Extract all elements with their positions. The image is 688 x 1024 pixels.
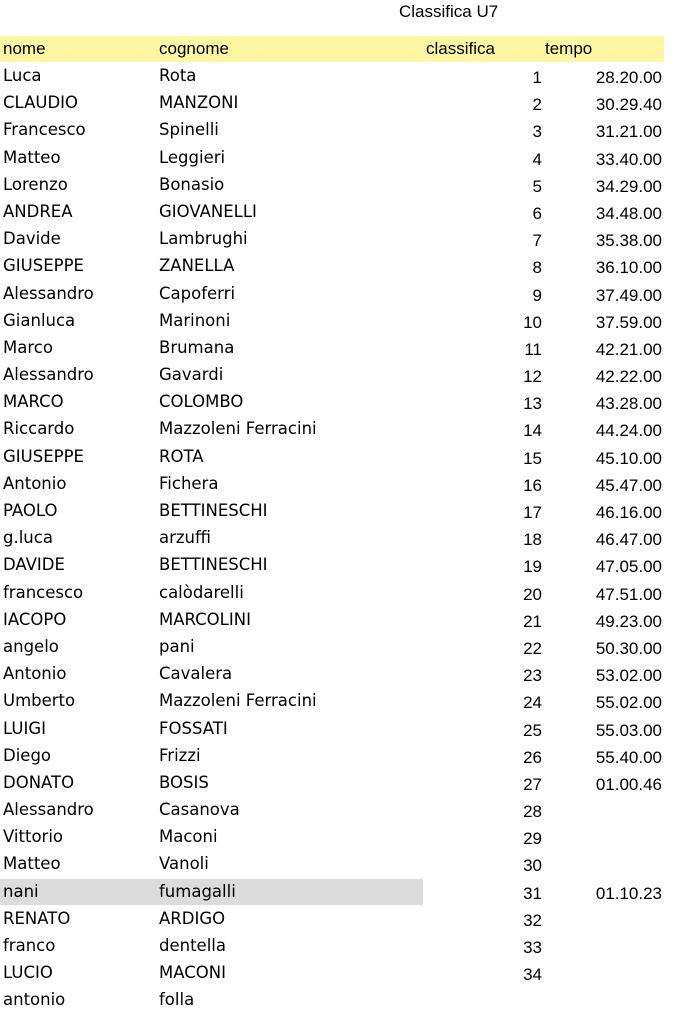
cell-tempo: 43.28.00 [595,394,662,414]
column-header-cognome: cognome [159,39,229,58]
cell-nome: Luca [3,66,42,85]
cell-classifica: 33 [523,938,542,957]
table-row [0,715,688,742]
cell-cognome: Brumana [159,337,235,357]
cell-classifica: 30 [523,856,542,876]
column-header-tempo: tempo [545,39,593,58]
cell-tempo: 46.16.00 [595,503,662,522]
cell-classifica: 15 [523,448,542,468]
cell-tempo: 47.05.00 [595,557,662,577]
table-row [0,905,688,932]
cell-tempo: 44.24.00 [595,421,662,441]
cell-classifica: 32 [523,910,542,930]
cell-classifica: 3 [532,122,542,142]
cell-tempo: 30.29.40 [595,95,662,115]
cell-tempo: 53.02.00 [595,666,662,686]
cell-classifica: 2 [532,95,542,115]
cell-tempo: 37.59.00 [595,312,662,332]
cell-nome: LUIGI [3,718,46,738]
table-row [0,687,688,714]
cell-tempo: 55.40.00 [595,747,662,767]
cell-tempo: 50.30.00 [595,638,662,658]
cell-tempo: 37.49.00 [595,285,662,305]
cell-cognome: Maconi [159,827,218,847]
cell-nome: Gianluca [3,310,76,330]
cell-cognome: ZANELLA [159,256,235,276]
cell-nome: Riccardo [3,419,75,439]
table-row [0,769,688,796]
cell-cognome: calòdarelli [159,582,244,602]
table-row [0,579,688,606]
cell-cognome: Cavalera [159,664,233,684]
cell-cognome: BETTINESCHI [159,501,268,520]
cell-nome: francesco [3,582,84,602]
cell-nome: GIUSEPPE [3,446,84,466]
table-row [0,524,688,551]
cell-classifica: 13 [523,394,542,414]
cell-nome: Antonio [3,664,67,684]
cell-tempo: 31.21.00 [595,122,662,142]
cell-classifica: 17 [523,503,542,522]
cell-cognome: Mazzoleni Ferracini [159,691,317,711]
table-row [0,252,688,279]
cell-nome: Francesco [3,120,86,140]
cell-cognome: Lambrughi [159,229,248,249]
cell-nome: GIUSEPPE [3,256,84,276]
cell-cognome: FOSSATI [159,718,228,738]
cell-tempo: 49.23.00 [595,611,662,631]
cell-cognome: GIOVANELLI [159,201,257,221]
cell-nome: DONATO [3,772,75,792]
cell-cognome: folla [159,990,195,1010]
cell-classifica: 8 [532,258,542,278]
cell-nome: angelo [3,636,59,656]
cell-nome: DAVIDE [3,555,65,575]
cell-tempo: 36.10.00 [595,258,662,278]
cell-classifica: 20 [523,584,542,604]
table-row [0,796,688,823]
cell-tempo: 34.29.00 [595,176,662,196]
cell-nome: PAOLO [3,501,58,520]
cell-cognome: Bonasio [159,174,225,194]
cell-cognome: dentella [159,936,226,955]
cell-tempo: 45.47.00 [595,475,662,495]
cell-classifica: 10 [523,312,542,332]
table-row [0,388,688,415]
column-header-classifica: classifica [426,39,495,58]
cell-nome: RENATO [3,908,71,928]
table-row [0,850,688,877]
table-row [0,986,688,1013]
cell-cognome: BETTINESCHI [159,555,268,575]
cell-nome: MARCO [3,392,64,412]
cell-cognome: Vanoli [159,854,209,874]
table-row [0,89,688,116]
table-row [0,361,688,388]
page-title: Classifica U7 [399,2,499,21]
table-row [0,171,688,198]
cell-tempo: 47.51.00 [595,584,662,604]
table-row [0,606,688,633]
table-row [0,225,688,252]
cell-tempo: 46.47.00 [595,530,662,550]
cell-nome: Alessandro [3,800,94,820]
cell-tempo: 34.48.00 [595,203,662,223]
cell-cognome: Rota [159,66,197,85]
cell-nome: Marco [3,337,53,357]
cell-classifica: 19 [523,557,542,577]
table-row [0,144,688,171]
cell-cognome: Gavardi [159,365,224,385]
cell-cognome: Leggieri [159,147,226,167]
table-header [0,36,664,62]
cell-cognome: pani [159,636,195,656]
cell-classifica: 29 [523,829,542,849]
cell-cognome: Spinelli [159,120,219,140]
cell-classifica: 18 [523,530,542,550]
cell-nome: LUCIO [3,963,53,983]
table-row [0,959,688,986]
cell-nome: ANDREA [3,201,73,221]
results-table [0,62,688,1014]
cell-cognome: fumagalli [159,881,236,901]
cell-nome: Diego [3,745,52,765]
cell-tempo: 33.40.00 [595,149,662,169]
cell-tempo: 35.38.00 [595,231,662,251]
table-row [0,742,688,769]
table-row [0,198,688,225]
table-row [0,62,688,89]
table-row [0,415,688,442]
cell-tempo: 42.22.00 [595,367,662,387]
table-row [0,334,688,361]
table-row [0,551,688,578]
cell-classifica: 14 [523,421,542,441]
cell-cognome: Casanova [159,800,240,820]
cell-classifica: 24 [523,693,542,713]
table-row [0,497,688,524]
cell-nome: g.luca [3,528,53,548]
table-row [0,443,688,470]
cell-classifica: 22 [523,638,542,658]
cell-cognome: ARDIGO [159,908,226,928]
cell-nome: Lorenzo [3,174,68,194]
cell-classifica: 5 [532,176,542,196]
cell-classifica: 1 [532,68,542,87]
cell-tempo: 55.03.00 [595,720,662,740]
cell-classifica: 28 [523,802,542,822]
table-row [0,633,688,660]
cell-nome: Umberto [3,691,76,711]
table-row [0,470,688,497]
cell-classifica: 34 [523,965,542,985]
cell-nome: IACOPO [3,609,67,629]
cell-tempo: 01.00.46 [595,774,662,794]
cell-cognome: Frizzi [159,745,201,765]
cell-classifica: 25 [523,720,542,740]
table-row [0,280,688,307]
table-row [0,932,688,959]
cell-nome: Vittorio [3,827,64,847]
cell-classifica: 4 [532,149,542,169]
cell-classifica: 23 [523,666,542,686]
table-row [0,116,688,143]
cell-cognome: ROTA [159,446,204,466]
cell-classifica: 12 [523,367,542,387]
cell-nome: CLAUDIO [3,93,79,113]
cell-classifica: 7 [532,231,542,251]
table-row [0,878,688,905]
cell-cognome: MANZONI [159,93,239,113]
cell-nome: Matteo [3,854,61,874]
cell-nome: Alessandro [3,283,94,303]
cell-nome: Alessandro [3,365,94,385]
cell-nome: Matteo [3,147,61,167]
cell-cognome: Capoferri [159,283,236,303]
cell-tempo: 28.20.00 [595,68,662,87]
table-row [0,307,688,334]
cell-cognome: Fichera [159,473,219,493]
cell-nome: antonio [3,990,66,1010]
cell-nome: Antonio [3,473,67,493]
column-header-nome: nome [3,39,46,58]
cell-cognome: BOSIS [159,772,209,792]
cell-classifica: 26 [523,747,542,767]
cell-tempo: 55.02.00 [595,693,662,713]
cell-classifica: 31 [523,883,542,903]
cell-tempo: 01.10.23 [595,883,662,903]
cell-classifica: 16 [523,475,542,495]
cell-cognome: arzuffi [159,528,211,548]
cell-cognome: MACONI [159,963,226,983]
cell-classifica: 6 [532,203,542,223]
cell-nome: Davide [3,229,61,249]
cell-cognome: COLOMBO [159,392,244,412]
cell-classifica: 9 [532,285,542,305]
cell-tempo: 42.21.00 [595,339,662,359]
cell-cognome: Mazzoleni Ferracini [159,419,317,439]
cell-tempo: 45.10.00 [595,448,662,468]
cell-classifica: 11 [524,339,542,359]
cell-cognome: MARCOLINI [159,609,251,629]
cell-cognome: Marinoni [159,310,231,330]
table-row [0,660,688,687]
cell-classifica: 27 [523,774,542,794]
cell-classifica: 21 [523,611,542,631]
cell-nome: franco [3,936,56,955]
table-row [0,823,688,850]
cell-nome: nani [3,881,39,901]
